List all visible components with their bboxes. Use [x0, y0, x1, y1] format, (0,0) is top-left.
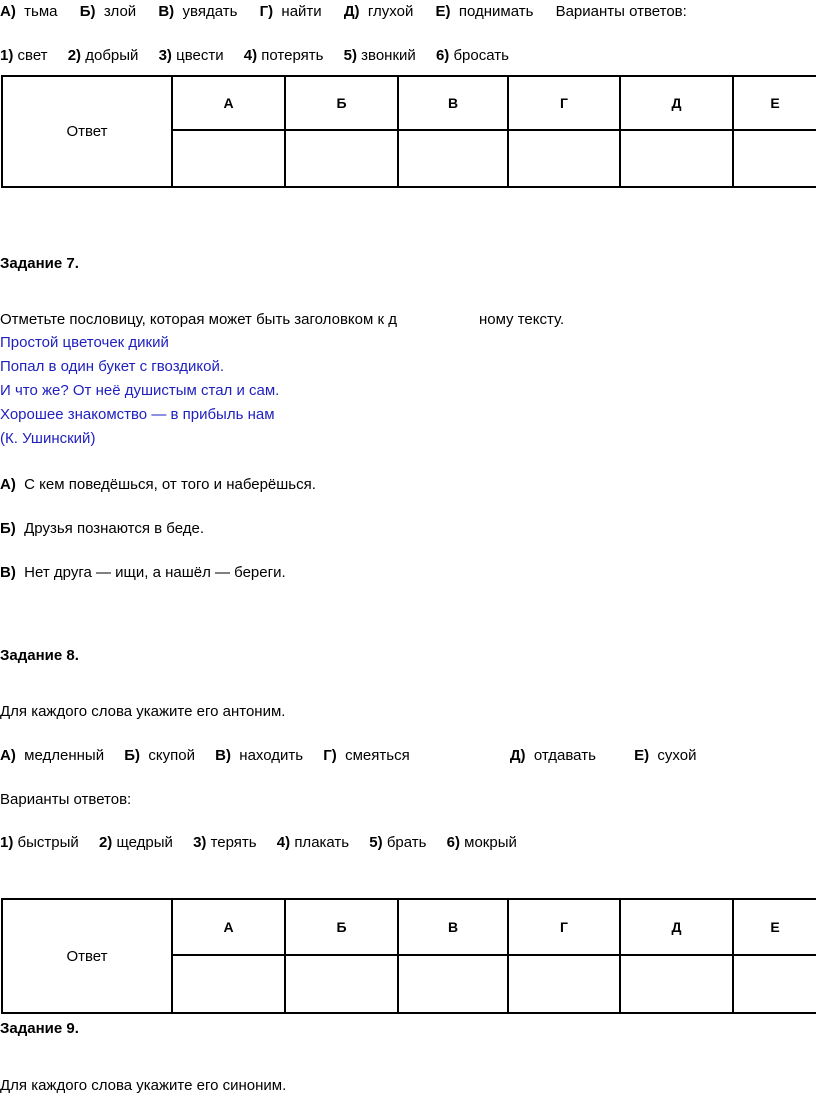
option-word: щедрый — [116, 834, 173, 851]
option-word: плакать — [294, 834, 350, 851]
option-word: звонкий — [361, 47, 416, 64]
task6-word-letter: В) — [158, 3, 175, 20]
answer-cell[interactable] — [733, 955, 816, 1013]
answer-cell[interactable] — [285, 130, 398, 187]
answer-header: Б — [285, 899, 398, 955]
option-word: мокрый — [464, 834, 517, 851]
option-word: потерять — [261, 47, 324, 64]
task8-word: сухой — [657, 747, 697, 764]
task6-options-label: Варианты ответов: — [555, 3, 687, 20]
task7-answer — [0, 563, 286, 583]
poem-author: (К. Ушинский) — [0, 430, 96, 447]
option-number: 6) — [446, 834, 460, 851]
option-number: 2) — [98, 834, 113, 851]
option-number: 3) — [158, 47, 172, 64]
option-number: 6) — [435, 47, 450, 64]
task8-instruction: Для каждого слова укажите его антоним. — [0, 703, 286, 720]
task6-word-letter: А) — [0, 3, 16, 20]
task7-answer — [0, 475, 316, 495]
answer-header: Е — [733, 899, 816, 955]
answer-cell[interactable] — [172, 130, 285, 187]
poem-line: Простой цветочек дикий — [0, 334, 169, 351]
task6-word-letter: Б) — [79, 3, 96, 20]
task8-answer-table — [1, 898, 816, 1014]
answer-header: Д — [620, 899, 733, 955]
task7-instruction-part1: Отметьте пословицу, которая может быть заголовком к д — [0, 311, 397, 328]
answer-cell[interactable] — [508, 955, 620, 1013]
option-number: 1) — [0, 47, 14, 64]
answer-header: Г — [508, 76, 620, 130]
task8-word: смеяться — [345, 747, 410, 764]
answer-cell[interactable] — [398, 955, 508, 1013]
task6-word: глухой — [367, 3, 414, 20]
poem-line: Попал в один букет с гвоздикой. — [0, 358, 225, 375]
answer-header: Д — [620, 76, 733, 130]
poem-line: Хорошее знакомство — в прибыль нам — [0, 406, 275, 423]
task8-word: отдавать — [533, 747, 596, 764]
task8-word-letter: А) — [0, 747, 16, 764]
task6-word: злой — [103, 3, 137, 20]
task8-word: находить — [239, 747, 304, 764]
answer-cell[interactable] — [620, 130, 733, 187]
task8-word: скупой — [148, 747, 195, 764]
answer-header: Г — [508, 899, 620, 955]
answer-cell[interactable] — [285, 955, 398, 1013]
option-word: цвести — [176, 47, 224, 64]
answer-cell[interactable] — [620, 955, 733, 1013]
answer-cell[interactable] — [508, 130, 620, 187]
answer-letter: В) — [0, 564, 16, 581]
task9-title: Задание 9. — [0, 1020, 79, 1037]
task8-title: Задание 8. — [0, 647, 79, 664]
task8-options-line — [0, 833, 517, 853]
task8-words-line — [0, 746, 696, 766]
answer-header: Е — [733, 76, 816, 130]
option-number: 5) — [343, 47, 357, 64]
answer-cell[interactable] — [398, 130, 508, 187]
task8-word-letter: В) — [215, 747, 231, 764]
task8-word-letter: Д) — [509, 747, 526, 764]
answer-header: Б — [285, 76, 398, 130]
task6-word-letter: Д) — [343, 3, 360, 20]
task8-word-letter: Г) — [323, 747, 337, 764]
answer-label: Ответ — [2, 899, 172, 1013]
option-word: быстрый — [17, 834, 79, 851]
task6-word: увядать — [182, 3, 238, 20]
answer-text: С кем поведёшься, от того и наберёшься. — [24, 476, 316, 493]
task7-instruction-part2: ному тексту. — [478, 311, 565, 328]
option-word: терять — [210, 834, 257, 851]
task9-instruction: Для каждого слова укажите его синоним. — [0, 1077, 287, 1094]
option-number: 4) — [276, 834, 291, 851]
option-number: 3) — [193, 834, 207, 851]
task6-answer-table — [1, 75, 816, 188]
answer-text: Нет друга — ищи, а нашёл — береги. — [24, 564, 286, 581]
option-number: 2) — [67, 47, 82, 64]
task6-words-line — [0, 2, 687, 22]
answer-cell[interactable] — [733, 130, 816, 187]
option-word: бросать — [453, 47, 509, 64]
option-number: 1) — [0, 834, 14, 851]
task6-word-letter: Г) — [259, 3, 274, 20]
task8-word-letter: Б) — [124, 747, 141, 764]
task7-instruction — [0, 310, 564, 330]
poem-line: И что же? От неё душистым стал и сам. — [0, 382, 280, 399]
task6-word: поднимать — [458, 3, 534, 20]
option-number: 4) — [243, 47, 258, 64]
task7-title: Задание 7. — [0, 255, 79, 272]
option-word: свет — [17, 47, 48, 64]
answer-header: В — [398, 76, 508, 130]
task7-answer — [0, 519, 204, 539]
task8-options-label: Варианты ответов: — [0, 791, 132, 808]
task6-word: тьма — [24, 3, 58, 20]
answer-header: А — [172, 76, 285, 130]
answer-cell[interactable] — [172, 955, 285, 1013]
task6-options-line — [0, 46, 509, 66]
answer-text: Друзья познаются в беде. — [24, 520, 204, 537]
option-word: добрый — [85, 47, 139, 64]
answer-label: Ответ — [2, 76, 172, 187]
task8-word: медленный — [24, 747, 105, 764]
answer-header: В — [398, 899, 508, 955]
answer-letter: Б) — [0, 520, 16, 537]
task8-word-letter: Е) — [634, 747, 650, 764]
option-word: брать — [386, 834, 427, 851]
answer-header: А — [172, 899, 285, 955]
task6-word-letter: Е) — [435, 3, 451, 20]
answer-letter: А) — [0, 476, 16, 493]
option-number: 5) — [369, 834, 383, 851]
task6-word: найти — [281, 3, 322, 20]
